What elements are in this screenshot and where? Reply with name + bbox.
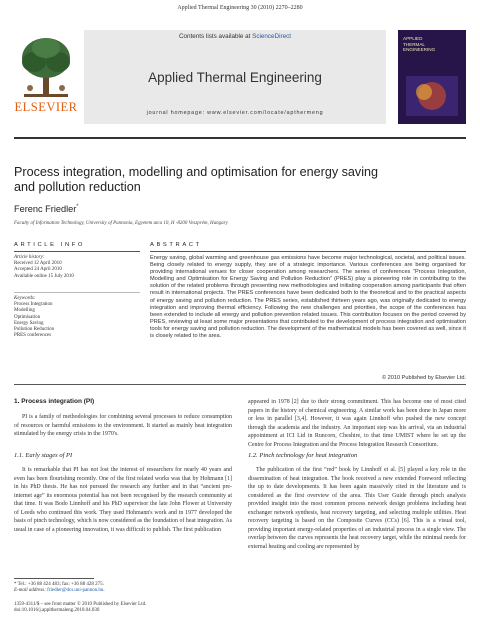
subsection-heading: 1.2. Pinch technology for heat integration: [248, 452, 358, 459]
issn-doi: [14, 602, 274, 615]
footnote-mark: *: [14, 582, 17, 587]
journal-cover-thumbnail: [398, 30, 466, 124]
keywords: [14, 296, 140, 339]
abstract-copyright: © 2010 Published by Elsevier Ltd.: [381, 375, 466, 381]
keyword: Pollution Reduction: [14, 327, 55, 333]
online-date: Available online 15 July 2010: [14, 273, 74, 279]
article-title-line: and pollution reduction: [14, 180, 141, 194]
issn-line: 1359-4311/$ – see front matter © 2010 Published by Elsevier Ltd.: [14, 602, 147, 607]
body-paragraph: [248, 466, 466, 551]
keyword: Process Integration: [14, 302, 53, 308]
journal-banner: [84, 30, 386, 124]
article-title-line: Process integration, modelling and optimisation for energy saving: [14, 165, 379, 179]
email-label: E-mail address:: [14, 588, 46, 594]
keyword: PRES conferences: [14, 333, 52, 339]
article-history: [14, 255, 140, 280]
keyword: Energy Saving: [14, 320, 44, 326]
journal-masthead: [14, 30, 466, 134]
cover-artwork: [398, 70, 466, 124]
email-link[interactable]: friedler@dcs.uni-pannon.hu: [47, 588, 104, 594]
body-paragraph: [14, 413, 232, 439]
article-info-heading: ARTICLE INFO: [14, 242, 86, 248]
body-paragraph: [248, 398, 466, 449]
author-footnote: [14, 582, 234, 595]
author-line: [14, 204, 79, 214]
author-name[interactable]: Ferenc Friedler: [14, 204, 77, 215]
email-period: .: [103, 588, 105, 594]
keyword: Optimisation: [14, 314, 41, 320]
paragraph-text: The publication of the first “red” book by Linnhoff et al. [5] played a key role in the dissemination of heat integration. The book received a new extended Foreword reflecting the up to date developments. It has been again massively cited in the literature and is considered as the first overview of the area. This User Guide through pinch analysis provided insight into the most common process network design problems including heat exchanger network synthesis, heat recovery targeting, and selecting multiple utilities. Heat recovery targeting is based on the Composite Curves (CCs) [6]. This is a visual tool, providing important energy-related properties of an industrial process in a single view. The overlap between the curves represents the heat recovery target, while the minimal needs for external heating and cooling are represented by: [248, 467, 466, 550]
abstract-heading: ABSTRACT: [150, 242, 202, 248]
abstract-text: Energy saving, global warming and greenhouse gas emissions have become major technological, societal, and political issues. Being closely related to energy supply, they are of a strategic importance. Various conferences are being organised for providing international venues for closer cooperation among researchers. The series of conferences “Process Integration, Modelling and Optimisation for Energy Saving and Pollution Reduction” (PRES) play a pioneering role in contributing to the solution of the related problems through presenting new methodologies and initiating cooperation among participants that often result in international projects. The PRES conferences have been dedicated both to the theoretical and to the practical aspects of energy saving and pollution reduction. The PRES series, established thirteen years ago, was originally dedicated to energy integration and improving thermal efficiency. Following the new challenges and priorities, the scope of the conferences has been extended to include all energy and pollution prevention related issues. This contribution focuses on the period covered by PRES, reviewing at least some major presentations that contributed to the development of process integration and optimisation tools for energy saving and pollution reduction. The development of the mathematical models has been covered as well, since it is closely related to the area.: [150, 255, 466, 340]
cover-title-line: ENGINEERING: [403, 47, 436, 53]
received-date: Received 12 April 2010: [14, 261, 62, 267]
body-paragraph: [14, 466, 232, 534]
article-info-separator: [14, 292, 140, 293]
author-affiliation: Faculty of Information Technology, University of Pannonia, Egyetem utca 10, H -8200 Veszprém, Hungary: [14, 221, 228, 226]
keywords-label: Keywords:: [14, 296, 36, 301]
elsevier-tree-logo: [14, 30, 78, 102]
cover-title-line: THERMAL: [403, 41, 425, 47]
running-head: Applied Thermal Engineering 30 (2010) 2270–2280: [177, 5, 303, 11]
cover-title: [403, 36, 463, 53]
author-footnote-mark[interactable]: *: [76, 204, 79, 210]
section-heading: 1. Process integration (PI): [14, 398, 95, 405]
footnote-rule: [14, 578, 94, 579]
contents-prefix: Contents lists available at: [178, 33, 253, 40]
publisher-name: ELSEVIER: [14, 100, 78, 114]
contact-numbers: Tel.: +36 88 424 483; fax: +36 88 428 275.: [17, 582, 104, 587]
abstract-rule: [150, 251, 466, 252]
journal-title: Applied Thermal Engineering: [148, 70, 322, 85]
email-line: [14, 588, 234, 594]
contents-line: [84, 33, 386, 40]
journal-homepage-link[interactable]: journal homepage: www.elsevier.com/locate/apthermeng: [146, 110, 324, 116]
cover-title-line: APPLIED: [403, 36, 423, 41]
keyword: Modelling: [14, 308, 35, 314]
accepted-date: Accepted 24 April 2010: [14, 267, 62, 273]
history-label: Article history:: [14, 255, 45, 260]
paragraph-text: It is remarkable that PI has not lost the interest of researchers for nearly 40 years and even has been flourishing recently. One of the first related works was that by Hohmann [1] in his PhD thesis. He has not pursued the research any further and in that “ancient pre-internet age” its enormous potential has not been recognised by the research community at that time. It was Bodo Linnhoff and his PhD supervisor the late John Flower at University of Leeds who continued this work. They used Hohmann's work and in 1977 developed the basis of pinch technology, which is now considered as the foundation of heat integration. As usual in case of a pioneering innovation, it was difficult to publish. The first publication: [14, 467, 232, 533]
subsection-heading: 1.1. Early stages of PI: [14, 452, 73, 459]
paragraph-text: PI is a family of methodologies for combining several processes to reduce consumption of resources or harmful emissions to the environment. It started as mainly heat integration stimulated by the energy crisis in the 1970's.: [14, 414, 232, 437]
paragraph-text: appeared in 1978 [2] due to their strong commitment. This has become one of most cited papers in the history of chemical engineering. A similar work has been done in Japan more or less in parallel [3,4]. However, it was again Linnhoff who pushed the new concept through the academia and the industry. An important step was his arrival, via an industrial appointment at ICI Ltd in Runcorn, Cheshire, to that time UMIST where he set up the Centre for Process Integration and the Process Integration Research Consortium.: [248, 399, 466, 448]
doi-link[interactable]: doi:10.1016/j.applthermaleng.2010.04.030: [14, 608, 100, 614]
article-title: [14, 165, 466, 195]
article-info-rule: [14, 251, 140, 252]
sciencedirect-link[interactable]: ScienceDirect: [252, 33, 291, 40]
header-rule: [14, 137, 466, 139]
body-rule: [14, 384, 466, 385]
